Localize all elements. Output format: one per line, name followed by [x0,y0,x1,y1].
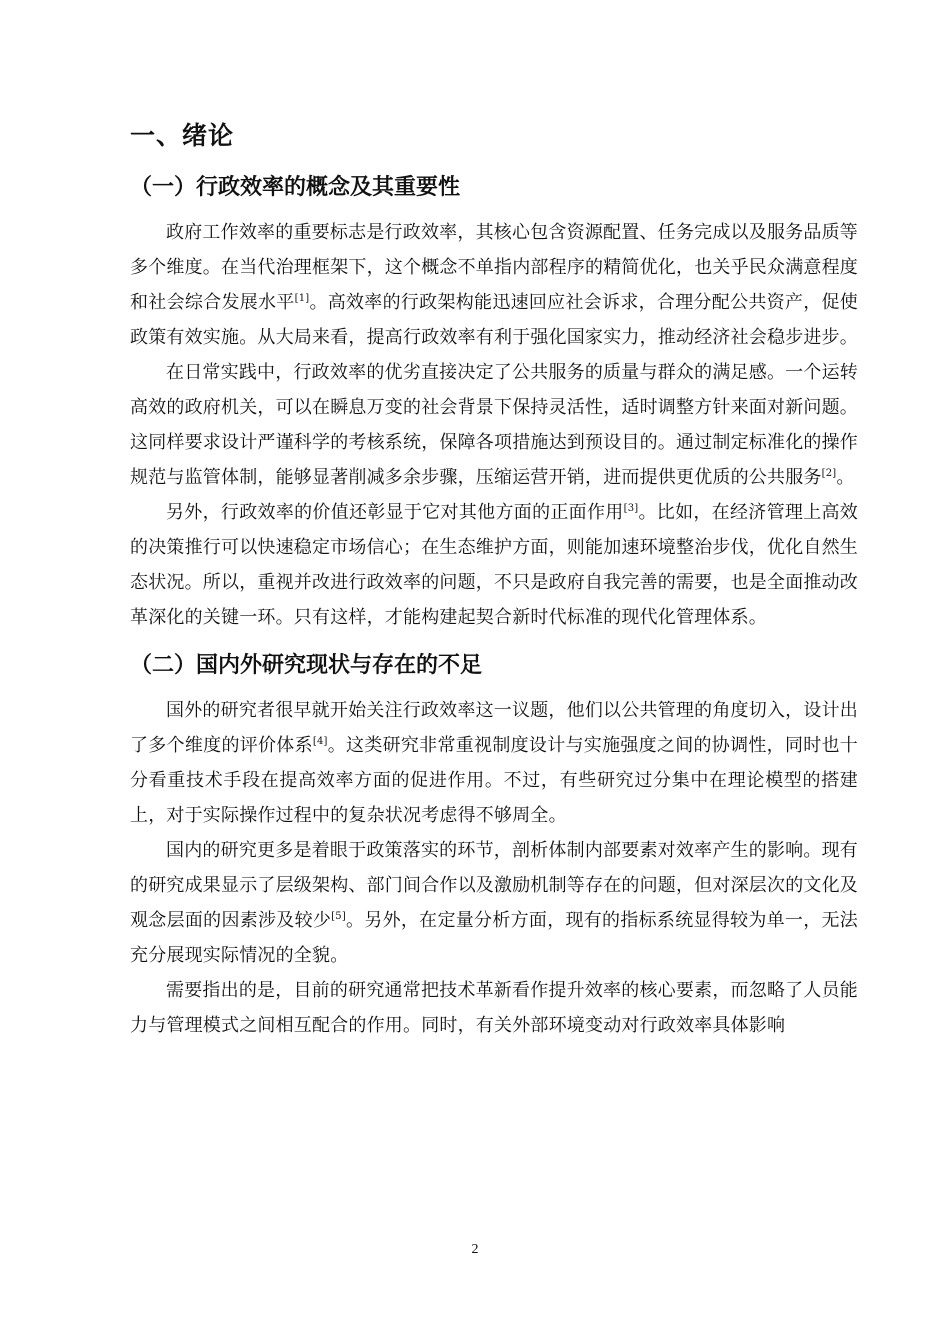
chapter-heading: 一、绪论 [130,121,235,150]
paragraph-text: 。另外，在定量分析方面，现有的指标系统显得较为单一，无法充分展现实际情况的全貌。 [130,910,858,966]
paragraph-text: 国外的研究者很早就开始关注行政效率这一议题，他们以公共管理的角度切入，设计出了多个维度的评价体系 [130,700,858,756]
paragraph [130,693,858,833]
citation-ref: [3] [623,503,639,514]
page-body [130,118,858,1043]
citation-ref: [1] [294,293,310,304]
paragraph [130,215,858,355]
paragraph-text: 在日常实践中，行政效率的优劣直接决定了公共服务的质量与群众的满足感。一个运转高效的政府机关，可以在瞬息万变的社会背景下保持灵活性，适时调整方针来面对新问题。这同样要求设计严谨科学的考核系统，保障各项措施达到预设目的。通过制定标准化的操作规范与监管体制，能够显著削减多余步骤，压缩运营开销，进而提供更优质的公共服务 [130,362,858,488]
paragraph-text: 政府工作效率的重要标志是行政效率，其核心包含资源配置、任务完成以及服务品质等多个维度。在当代治理框架下，这个概念不单指内部程序的精简优化，也关乎民众满意程度和社会综合发展水平 [130,222,858,313]
paragraph [130,833,858,973]
citation-ref: [2] [821,468,837,479]
paragraph-text: 。高效率的行政架构能迅速回应社会诉求，合理分配公共资产，促使政策有效实施。从大局来看，提高行政效率有利于强化国家实力，推动经济社会稳步进步。 [130,292,858,348]
paragraph-text: 另外，行政效率的价值还彰显于它对其他方面的正面作用 [166,502,624,523]
paragraph-text: 国内的研究更多是着眼于政策落实的环节，剖析体制内部要素对效率产生的影响。现有的研究成果显示了层级架构、部门间合作以及激励机制等存在的问题，但对深层次的文化及观念层面的因素涉及较少 [130,840,858,931]
paragraph-text: 。这类研究非常重视制度设计与实施强度之间的协调性，同时也十分看重技术手段在提高效率方面的促进作用。不过，有些研究过分集中在理论模型的搭建上，对于实际操作过程中的复杂状况考虑得不够周全。 [130,735,859,826]
paragraph [130,973,858,1043]
paragraph-text: 。比如，在经济管理上高效的决策推行可以快速稳定市场信心；在生态维护方面，则能加速环境整治步伐，优化自然生态状况。所以，重视并改进行政效率的问题，不只是政府自我完善的需要，也是全面推动改革深化的关键一环。只有这样，才能构建起契合新时代标准的现代化管理体系。 [130,502,858,628]
citation-ref: [5] [331,911,346,922]
paragraph [130,355,858,495]
paragraph [130,495,858,635]
section-heading-1: （一）行政效率的概念及其重要性 [130,175,461,200]
citation-ref: [4] [312,736,328,747]
page-number: 2 [471,1242,479,1257]
section-heading-2: （二）国内外研究现状与存在的不足 [130,653,483,678]
paragraph-text: 。 [836,467,855,488]
paragraph-text: 需要指出的是，目前的研究通常把技术革新看作提升效率的核心要素，而忽略了人员能力与管理模式之间相互配合的作用。同时，有关外部环境变动对行政效率具体影响 [130,980,858,1036]
